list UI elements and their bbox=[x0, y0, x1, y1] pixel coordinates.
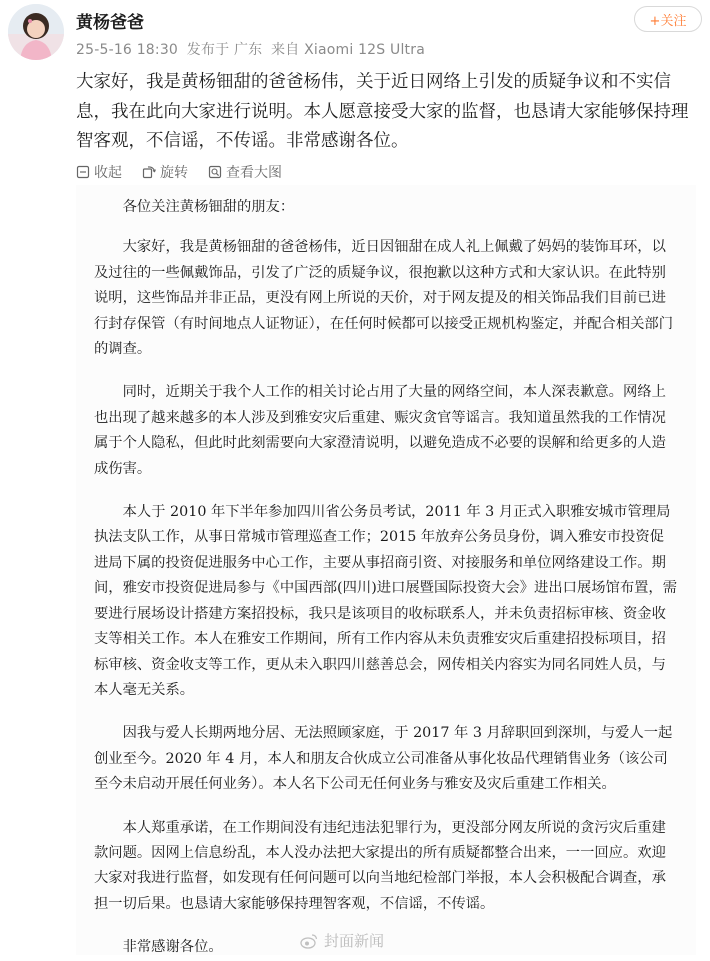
letter-paragraph: 大家好，我是黄杨钿甜的爸爸杨伟，近日因钿甜在成人礼上佩戴了妈妈的装饰耳环，以及过往的一些佩戴饰品，引发了广泛的质疑争议，很抱歉以这种方式和大家认识。在此特别说明，这些饰品并非正品，更没有网上所说的天价，对于网友提及的相关饰品我们目前已进行封存保管（有时间地点人证物证），在任何时候都可以接受正规机构鉴定，并配合相关部门的调查。 bbox=[94, 239, 674, 358]
post-location: 发布于 广东 bbox=[186, 42, 263, 58]
letter-paragraph: 本人郑重承诺，在工作期间没有违纪违法犯罪行为，更没部分网友所说的贪污灾后重建款问题。因网上信息纷乱，本人没办法把大家提出的所有质疑都整合出来，一一回应。欢迎大家对我进行监督，如发现有任何问题可以向当地纪检部门举报，本人会积极配合调查，承担一切后果。也恳请大家能够保持理智客观，不信谣，不传谣。 bbox=[94, 819, 666, 912]
avatar[interactable] bbox=[8, 4, 64, 60]
post-meta bbox=[76, 39, 429, 59]
rotate-icon bbox=[142, 165, 156, 179]
post-text: 大家好，我是黄杨钿甜的爸爸杨伟，关于近日网络上引发的质疑争议和不实信息，我在此向大家进行说明。本人愿意接受大家的监督，也恳请大家能够保持理智客观，不信谣，不传谣。非常感谢各位。 bbox=[76, 72, 689, 151]
follow-button[interactable]: +关注 bbox=[634, 6, 702, 32]
letter-body bbox=[94, 195, 678, 961]
collect-button[interactable] bbox=[76, 162, 122, 182]
zoom-icon bbox=[208, 165, 222, 179]
letter-paragraph: 同时，近期关于我个人工作的相关讨论占用了大量的网络空间，本人深表歉意。网络上也出现了越来越多的本人涉及到雅安灾后重建、赈灾贪官等谣言。我知道虽然我的工作情况属于个人隐私，但此时此刻需要向大家澄清说明，以避免造成不必要的误解和给更多的人造成伤害。 bbox=[94, 384, 666, 477]
news-watermark bbox=[300, 930, 384, 951]
avatar-image bbox=[8, 4, 64, 60]
collect-icon bbox=[76, 165, 90, 179]
letter-image[interactable] bbox=[76, 185, 696, 955]
rotate-button[interactable] bbox=[142, 162, 188, 182]
image-toolbar bbox=[76, 160, 302, 184]
view-large-button[interactable] bbox=[208, 162, 282, 182]
letter-paragraph: 因我与爱人长期两地分居、无法照顾家庭，于 2017 年 3 月辞职回到深圳，与爱人一起创业至今。2020 年 4 月，本人和朋友合伙成立公司准备从事化妆品代理销售业务（该公司至今未启动开展任何业务）。本人名下公司无任何业务与雅安及灾后重建工作相关。 bbox=[94, 725, 673, 793]
post-date: 25-5-16 18:30 bbox=[76, 42, 179, 58]
letter-salutation: 各位关注黄杨钿甜的朋友： bbox=[122, 199, 295, 215]
post-header bbox=[0, 0, 710, 68]
letter-paragraph: 本人于 2010 年下半年参加四川省公务员考试，2011 年 3 月正式入职雅安城市管理局执法支队工作，从事日常城市管理巡查工作；2015 年放弃公务员身份，调入雅安市投资促进局下属的投资促进服务中心工作，主要从事招商引资、对接服务和单位网络建设工作。期间，雅安市投资促进局参与《中国西部(四川)进口展暨国际投资大会》进出口展场馆布置，需要进行展场设计搭建方案招投标，我只是该项目的收标联系人，并未负责招标审核、资金收支等相关工作。本人在雅安工作期间，所有工作内容从未负责雅安灾后重建招投标项目，招标审核、资金收支等工作，更从未入职四川慈善总会，网传相关内容实为同名同姓人员，与本人毫无关系。 bbox=[94, 504, 678, 698]
username[interactable]: 黄杨爸爸 bbox=[76, 13, 144, 33]
watermark-text: 封面新闻 bbox=[324, 932, 385, 950]
letter-closing: 非常感谢各位。 bbox=[122, 939, 223, 956]
collect-label: 收起 bbox=[94, 165, 122, 181]
rotate-label: 旋转 bbox=[160, 165, 188, 181]
weibo-watermark-icon bbox=[300, 933, 318, 949]
view-large-label: 查看大图 bbox=[226, 165, 282, 181]
post-device: 来自 Xiaomi 12S Ultra bbox=[271, 42, 425, 58]
